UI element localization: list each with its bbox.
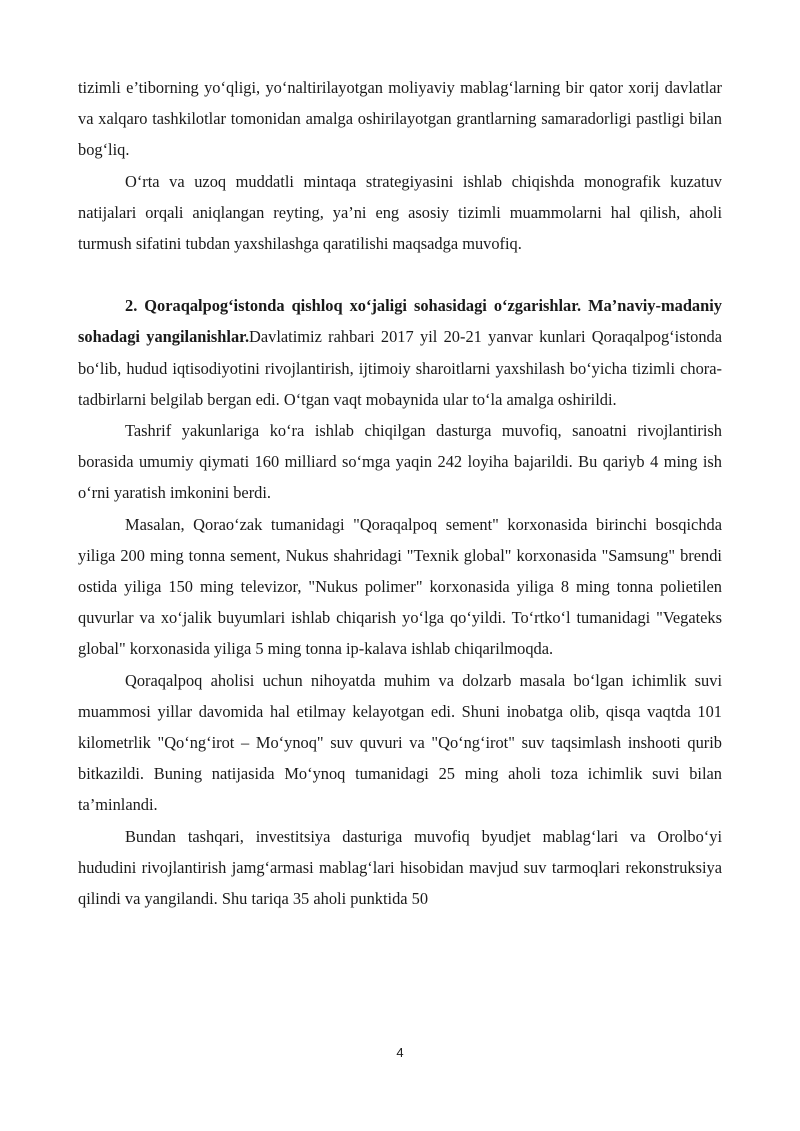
section-heading: 2. Qoraqalpog‘istonda qishloq xo‘jaligi sohasidagi o‘zgarishlar. Ma’naviy-madaniy sohadagi yangilanishlar. <box>78 296 722 347</box>
section-spacer <box>78 259 722 290</box>
paragraph-investment: Bundan tashqari, investitsiya dasturiga muvofiq byudjet mablag‘lari va Orolbo‘yi hududini rivojlantirish jamg‘armasi mablag‘lari hisobidan mavjud suv tarmoqlari rekonstruksiya qilindi va yangilandi. Shu tariqa 35 aholi punktida 50 <box>78 826 722 909</box>
paragraph-drinking-water: Qoraqalpoq aholisi uchun nihoyatda muhim va dolzarb masala bo‘lgan ichimlik suvi muammosi yillar davomida hal etilmay kelayotgan edi. Shuni inobatga olib, qisqa vaqtda 101 kilometrlik "Qo‘ng‘irot – Mo‘ynoq" suv quvuri va "Qo‘ng‘irot" suv taqsimlash inshooti qurib bitkazildi. Buning natijasida Mo‘ynoq tumanidagi 25 ming aholi toza ichimlik suvi bilan ta’minlandi. <box>78 670 722 815</box>
paragraph-visit-results: Tashrif yakunlariga ko‘ra ishlab chiqilgan dasturga muvofiq, sanoatni rivojlantirish borasida umumiy qiymati 160 milliard so‘mga yaqin 242 loyiha bajarildi. Bu qariyb 4 ming ish o‘rni yaratish imkonini berdi. <box>78 421 722 503</box>
section-lead-text: Davlatimiz rahbari 2017 yil 20-21 yanvar kunlari Qoraqalpog‘istonda bo‘lib, hudud iqtisodiyotini rivojlantirish, ijtimoiy sharoitlarni yaxshilash bo‘yicha tizimli chora-tadbirlarni belgilab bergan edi. O‘tgan vaqt mobaynida ular to‘la amalga oshirildi. <box>78 327 722 409</box>
paragraph-enterprises: Masalan, Qorao‘zak tumanidagi "Qoraqalpoq sement" korxonasida birinchi bosqichda yiliga 200 ming tonna sement, Nukus shahridagi "Texnik global" korxonasida "Samsung" brendi ostida yiliga 150 ming televizor, "Nukus polimer" korxonasida yiliga 8 ming tonna polietilen quvurlar va xo‘jalik buyumlari ishlab chiqarish yo‘lga qo‘yildi. To‘rtko‘l tumanidagi "Vegateks global" korxonasida yiliga 5 ming tonna ip-kalava ishlab chiqarilmoqda. <box>78 514 722 659</box>
page-content <box>78 72 722 914</box>
section-paragraph <box>78 290 722 415</box>
paragraph-continuation: tizimli e’tiborning yo‘qligi, yo‘naltirilayotgan moliyaviy mablag‘larning bir qator xorij davlatlar va xalqaro tashkilotlar tomonidan amalga oshirilayotgan grantlarning samaradorligi pastligi bilan bog‘liq. <box>78 78 722 160</box>
page-number: 4 <box>396 1045 404 1060</box>
paragraph-strategy: O‘rta va uzoq muddatli mintaqa strategiyasini ishlab chiqishda monografik kuzatuv natijalari orqali aniqlangan reyting, ya’ni eng asosiy tizimli muammolarni hal qilish, aholi turmush sifatini tubdan yaxshilashga qaratilishi maqsadga muvofiq. <box>78 171 722 254</box>
